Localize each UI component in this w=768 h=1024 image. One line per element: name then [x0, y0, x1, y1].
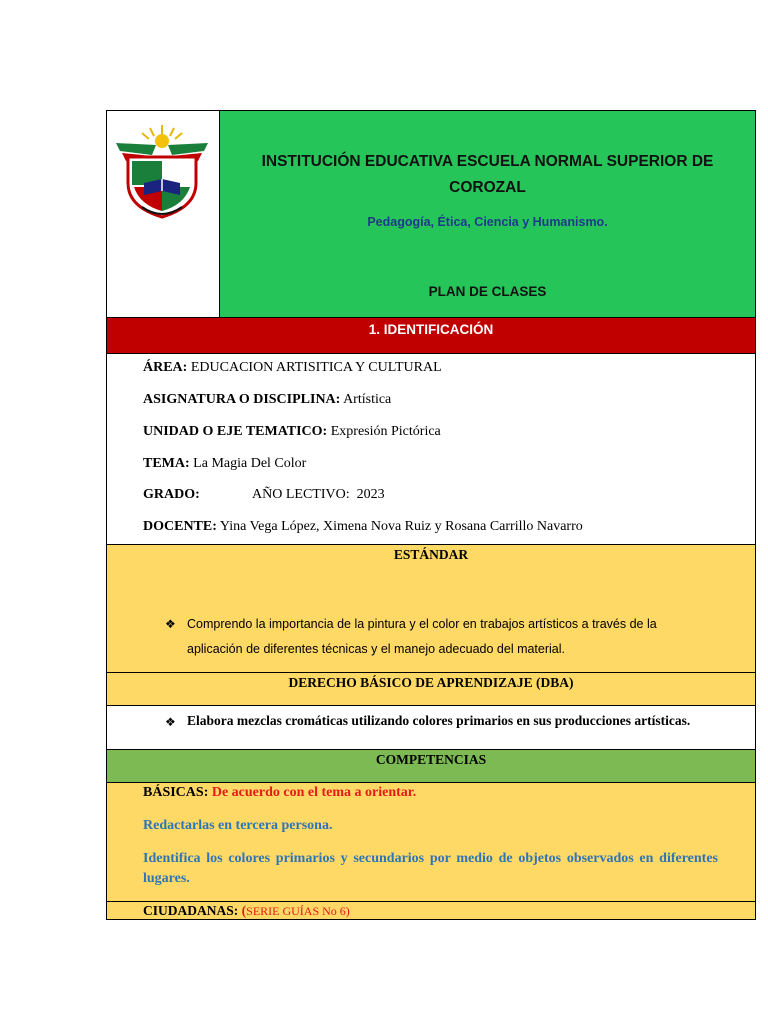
grado-line: GRADO: AÑO LECTIVO: 2023 [143, 487, 385, 502]
competencias-heading [106, 750, 756, 783]
docente-line [143, 519, 583, 535]
tema-line [143, 456, 306, 472]
tema-label: TEMA: [143, 456, 190, 471]
ciudadanas-line [143, 903, 350, 919]
grado-label: GRADO: [143, 487, 200, 502]
area-line [143, 360, 442, 376]
area-value: EDUCACION ARTISITICA Y CULTURAL [190, 360, 442, 375]
estandar-section [106, 545, 756, 673]
bullet-diamond-icon: ❖ [165, 617, 176, 631]
ano-label: AÑO LECTIVO [252, 487, 346, 502]
dba-title: DERECHO BÁSICO DE APRENDIZAJE (DBA) [288, 675, 574, 690]
dba-text: Elabora mezclas cromáticas utilizando colores primarios en sus producciones artísticas. [187, 713, 691, 728]
basicas-line [143, 785, 416, 801]
dba-heading [106, 673, 756, 706]
competencia-description: Identifica los colores primarios y secundarios por medio de objetos observados en diferentes lugares. [143, 851, 718, 886]
identification-info [106, 354, 756, 545]
institution-header [220, 110, 756, 318]
ciudadanas-label: CIUDADANAS: [143, 903, 239, 918]
unidad-value: Expresión Pictórica [330, 424, 441, 439]
institution-motto: Pedagogía, Ética, Ciencia y Humanismo. [367, 215, 608, 229]
basicas-value: De acuerdo con el tema a orientar. [211, 785, 417, 800]
ano-value: 2023 [356, 487, 385, 502]
estandar-text: Comprendo la importancia de la pintura y el color en trabajos artísticos a través de la aplicación de diferentes técnicas y el manejo adecuado del material. [187, 617, 657, 656]
school-crest-icon [112, 121, 212, 221]
tema-value: La Magia Del Color [193, 456, 307, 471]
basicas-label: BÁSICAS: [143, 785, 209, 800]
dba-section [106, 706, 756, 750]
competencias-section [106, 783, 756, 902]
logo-cell [106, 110, 220, 318]
docente-value: Yina Vega López, Ximena Nova Ruiz y Rosana Carrillo Navarro [219, 519, 583, 534]
asignatura-label: ASIGNATURA O DISCIPLINA: [143, 392, 341, 407]
competencias-title: COMPETENCIAS [375, 752, 487, 767]
plan-title: PLAN DE CLASES [428, 284, 547, 299]
ciudadanas-value: SERIE GUÍAS No 6) [246, 904, 350, 918]
unidad-line [143, 424, 441, 440]
identification-heading: 1. IDENTIFICACIÓN [106, 318, 756, 354]
bullet-diamond-icon: ❖ [165, 715, 176, 729]
estandar-title: ESTÁNDAR [393, 547, 469, 562]
unidad-label: UNIDAD O EJE TEMATICO: [143, 424, 328, 439]
asignatura-value: Artística [343, 392, 392, 407]
docente-label: DOCENTE: [143, 519, 217, 534]
ciudadanas-paren: ( [241, 903, 247, 918]
area-label: ÁREA: [143, 360, 188, 375]
competencia-instruction: Redactarlas en tercera persona. [143, 818, 333, 833]
institution-title: INSTITUCIÓN EDUCATIVA ESCUELA NORMAL SUPERIOR DE COROZAL [261, 153, 714, 196]
ciudadanas-section [106, 902, 756, 920]
asignatura-line [143, 392, 391, 408]
